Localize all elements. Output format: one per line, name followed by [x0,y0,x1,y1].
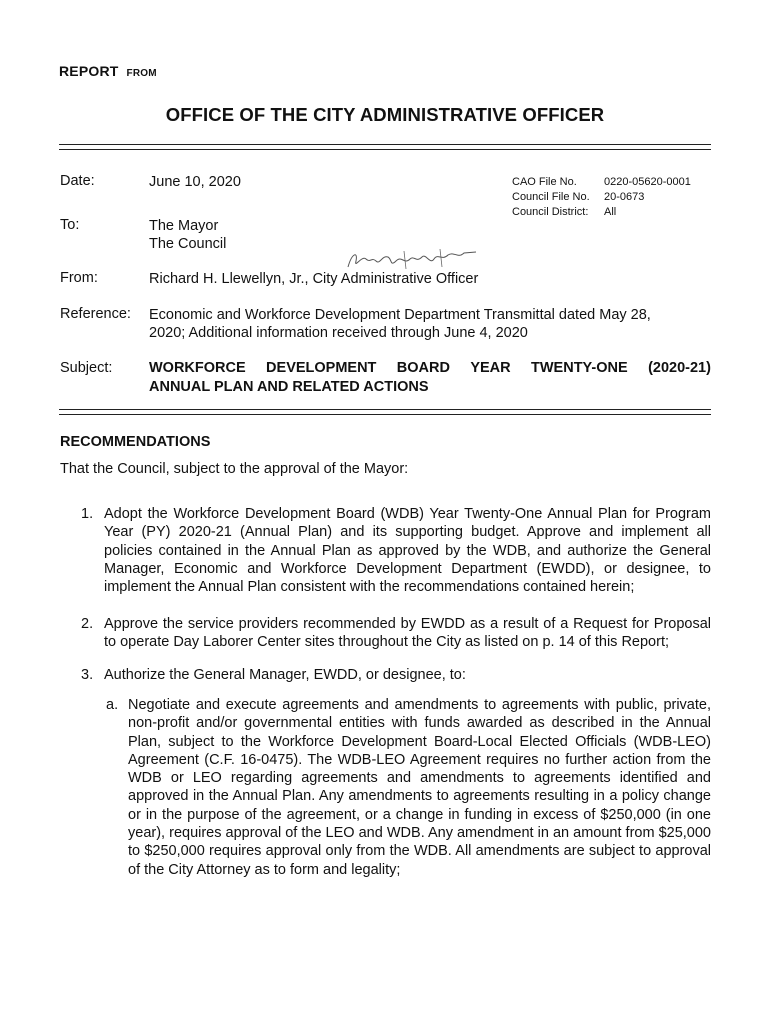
recommendations-intro: That the Council, subject to the approval of the Mayor: [60,461,409,477]
subject-label: Subject: [60,360,113,376]
from-label-memo: From: [60,270,98,286]
office-title: OFFICE OF THE CITY ADMINISTRATIVE OFFICER [165,104,605,125]
cao-file-value: 0220-05620-0001 [604,176,691,188]
reference-value [149,306,651,342]
subject-word: YEAR [470,360,511,376]
from-value: Richard H. Llewellyn, Jr., City Administrative Officer [149,271,479,287]
subject-line-2: ANNUAL PLAN AND RELATED ACTIONS [149,379,429,395]
subject-word: DEVELOPMENT [266,360,377,376]
subject-word: BOARD [396,360,450,376]
cao-file-row [512,175,691,190]
recommendation-item [81,615,711,652]
item-text: Approve the service providers recommended by EWDD as a result of a Request for Proposal to operate Day Laborer Center sites throughout the City as listed on p. 14 of this Report; [104,616,711,651]
council-district-row [512,205,691,220]
council-district-label: Council District: [512,206,589,218]
council-file-label: Council File No. [512,191,590,203]
item-number: 2. [81,616,94,632]
recommendation-item [81,505,711,596]
reference-line-2: 2020; Additional information received through June 4, 2020 [149,325,528,341]
to-label: To: [60,217,80,233]
item-number: 1. [81,506,94,522]
council-file-row [512,190,691,205]
recommendation-subitem [106,696,711,879]
cao-file-label: CAO File No. [512,176,577,188]
subject-value [149,359,711,397]
to-value [149,217,226,253]
reference-line-1: Economic and Workforce Development Department Transmittal dated May 28, [149,307,651,323]
subject-word: TWENTY-ONE [531,360,628,376]
from-label: FROM [126,68,157,79]
subject-line-1 [149,359,711,378]
file-info-block [512,175,691,220]
item-text: Authorize the General Manager, EWDD, or designee, to: [104,667,466,683]
report-from-line [59,63,157,79]
subitem-letter: a. [106,697,119,713]
date-label: Date: [60,173,95,189]
item-number: 3. [81,667,94,683]
reference-label: Reference: [60,306,131,322]
council-district-value: All [604,206,617,218]
header-divider [59,144,711,150]
date-value: June 10, 2020 [149,174,241,190]
subitem-text: Negotiate and execute agreements and amendments to agreements with public, private, non-profit and/or governmental entities with funds awarded as described in the Annual Plan, subject to the Workforce Development Board-Local Elected Officials (WDB-LEO) Agreement (C.F. 16-0475). The WDB-LEO Agreement requires no further action from the WDB or LEO regarding agreements and amendments to agreements identified and approved in the Annual Plan. Any amendments to agreements resulting in a policy change or in the purpose of the agreement, or a change in funding in excess of $250,000 (in one year), requires approval of the LEO and WDB. Any amendment in an amount from $25,000 to $250,000 requires approval only from the WDB. All amendments are subject to approval of the City Attorney as to form and legality; [128,697,711,878]
to-line-1: The Mayor [149,218,219,234]
council-file-value: 20-0673 [604,191,645,203]
subject-divider [59,409,711,415]
recommendation-item [81,666,711,684]
item-text: Adopt the Workforce Development Board (WDB) Year Twenty-One Annual Plan for Program Year (PY) 2020-21 (Annual Plan) and its supporting budget. Approve and implement all policies contained in the Annual Plan as approved by the WDB, and authorize the General Manager, Economic and Workforce Development Department (EWDD), or designee, to implement the Annual Plan consistent with the recommendations contained herein; [104,506,711,596]
recommendations-heading: RECOMMENDATIONS [60,434,211,450]
subject-word: (2020-21) [648,360,711,376]
report-label: REPORT [59,63,119,79]
subject-word: WORKFORCE [149,360,246,376]
to-line-2: The Council [149,236,227,252]
